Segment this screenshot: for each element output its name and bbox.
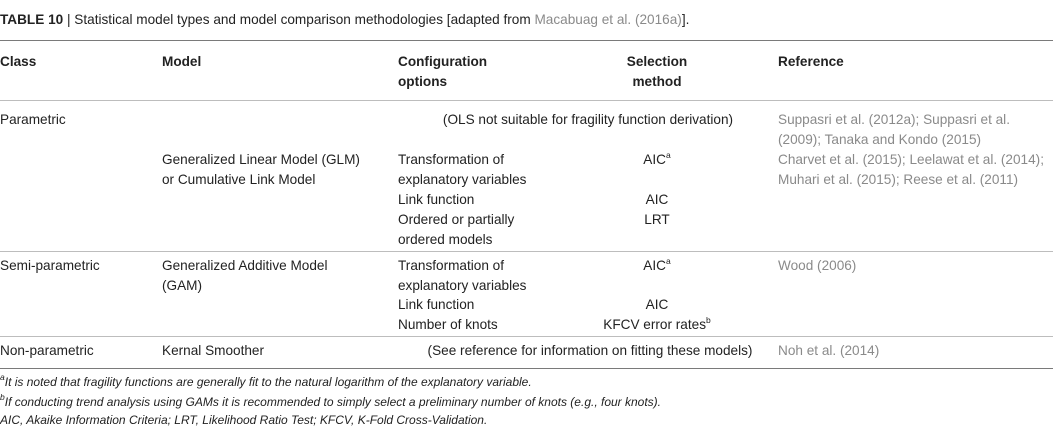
option-line: explanatory variables bbox=[398, 172, 527, 187]
model-line: (GAM) bbox=[162, 278, 203, 293]
footnote-marker: b bbox=[706, 315, 711, 325]
footnote-b bbox=[0, 394, 661, 411]
row-semi-selection-2: AIC bbox=[645, 297, 669, 312]
header-configuration-line1: Configuration bbox=[398, 54, 488, 69]
header-selection-line1: Selection bbox=[626, 54, 688, 69]
row-nonparametric-class: Non-parametric bbox=[0, 343, 94, 358]
row-glm-option-link: Link function bbox=[398, 192, 475, 207]
row-rule bbox=[0, 336, 1053, 337]
option-line: Transformation of bbox=[398, 152, 505, 167]
row-nonparametric-reference[interactable]: Noh et al. (2014) bbox=[778, 343, 880, 358]
row-semi-class: Semi-parametric bbox=[0, 258, 100, 273]
footnote-marker: b bbox=[0, 392, 5, 402]
model-line: or Cumulative Link Model bbox=[162, 172, 316, 187]
ref-line: (2009); Tanaka and Kondo (2015) bbox=[778, 132, 982, 147]
row-parametric-note: (OLS not suitable for fragility function derivation) bbox=[442, 112, 734, 127]
header-reference: Reference bbox=[778, 54, 844, 69]
header-selection-line2: method bbox=[632, 74, 682, 89]
row-rule bbox=[0, 251, 1053, 252]
row-glm-selection-1 bbox=[612, 150, 702, 171]
row-glm-selection-2: AIC bbox=[645, 192, 669, 207]
row-semi-selection-1 bbox=[612, 256, 702, 277]
table-caption bbox=[0, 12, 1053, 27]
table-top-rule bbox=[0, 40, 1053, 41]
row-nonparametric-model: Kernal Smoother bbox=[162, 343, 265, 358]
header-configuration bbox=[398, 52, 487, 92]
model-line: Generalized Linear Model (GLM) bbox=[162, 152, 360, 167]
row-semi-model bbox=[162, 256, 328, 296]
footnote-a bbox=[0, 374, 532, 391]
row-semi-option-knots: Number of knots bbox=[398, 317, 498, 332]
selection-text: KFCV error rates bbox=[603, 317, 706, 332]
table-label: TABLE 10 bbox=[0, 12, 64, 27]
header-class: Class bbox=[0, 54, 37, 69]
footnote-text: If conducting trend analysis using GAMs it is recommended to simply select a preliminary number of knots (e.g., four knots). bbox=[4, 395, 662, 409]
caption-separator: | bbox=[63, 12, 75, 27]
caption-reference-link[interactable]: Macabuag et al. (2016a) bbox=[534, 12, 682, 27]
header-rule bbox=[0, 100, 1053, 101]
footnote-marker: a bbox=[0, 372, 5, 382]
ref-line: Charvet et al. (2015); Leelawat et al. (2014); bbox=[778, 152, 1044, 167]
row-glm-option-transformation bbox=[398, 150, 526, 190]
ref-line: Suppasri et al. (2012a); Suppasri et al. bbox=[778, 112, 1010, 127]
row-nonparametric-note: (See reference for information on fitting these models) bbox=[427, 343, 753, 358]
header-configuration-line2: options bbox=[398, 74, 448, 89]
caption-end: ]. bbox=[681, 12, 690, 27]
row-semi-reference[interactable]: Wood (2006) bbox=[778, 258, 857, 273]
footnote-marker: a bbox=[665, 256, 671, 266]
selection-text: AIC bbox=[643, 258, 666, 273]
row-semi-option-link: Link function bbox=[398, 297, 475, 312]
footnote-text: It is noted that fragility functions are generally fit to the natural logarithm of the explanatory variable. bbox=[4, 375, 532, 389]
row-glm-selection-3: LRT bbox=[644, 212, 670, 227]
row-semi-option-transformation bbox=[398, 256, 526, 296]
header-selection bbox=[612, 52, 702, 92]
row-parametric-reference[interactable] bbox=[778, 110, 1010, 150]
footnote-marker: a bbox=[665, 150, 671, 160]
row-glm-model bbox=[162, 150, 360, 190]
row-glm-option-ordered bbox=[398, 210, 514, 250]
caption-text: Statistical model types and model comparison methodologies [adapted from bbox=[74, 12, 535, 27]
footnote-abbreviations: AIC, Akaike Information Criteria; LRT, Likelihood Ratio Test; KFCV, K-Fold Cross-Validation. bbox=[0, 413, 488, 427]
option-line: Transformation of bbox=[398, 258, 505, 273]
selection-text: AIC bbox=[643, 152, 666, 167]
model-line: Generalized Additive Model bbox=[162, 258, 328, 273]
table-bottom-rule bbox=[0, 368, 1053, 369]
header-model: Model bbox=[162, 54, 202, 69]
row-glm-reference[interactable] bbox=[778, 150, 1044, 190]
row-semi-selection-3 bbox=[582, 315, 732, 336]
option-line: ordered models bbox=[398, 232, 493, 247]
option-line: explanatory variables bbox=[398, 278, 527, 293]
ref-line: Muhari et al. (2015); Reese et al. (2011) bbox=[778, 172, 1019, 187]
row-parametric-class: Parametric bbox=[0, 112, 66, 127]
option-line: Ordered or partially bbox=[398, 212, 515, 227]
